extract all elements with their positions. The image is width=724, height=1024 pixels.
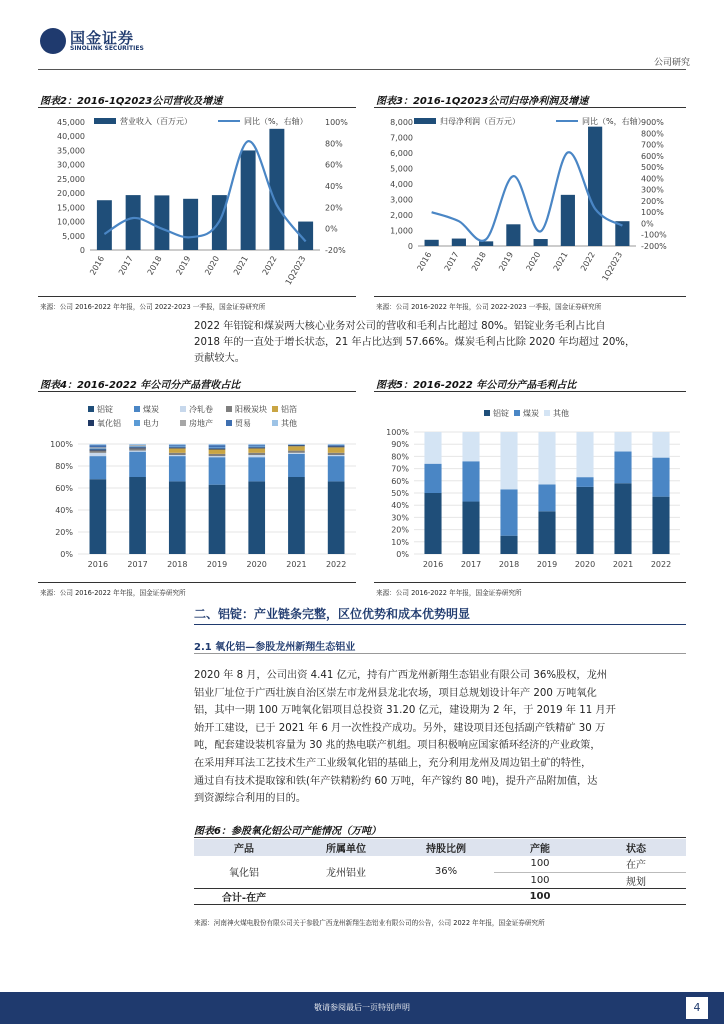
bar-segment-铝锭-2016 <box>424 493 441 554</box>
legend-swatch <box>88 420 94 426</box>
bar-2017 <box>126 195 141 250</box>
bar-segment-煤炭-2018 <box>500 489 517 535</box>
bar-segment-冷轧卷-2016 <box>90 453 107 456</box>
bar-segment-铝箔-2021 <box>288 446 305 450</box>
y-axis-tick-label: 0% <box>396 550 409 559</box>
x-axis-tick-label: 2020 <box>524 250 543 273</box>
x-axis-tick-label: 2019 <box>174 254 193 277</box>
bar-segment-贸易-2019 <box>209 445 226 447</box>
bar-segment-其他-2016 <box>90 444 107 445</box>
left-axis-tick-label: 4,000 <box>390 180 413 189</box>
table-row <box>194 856 686 872</box>
left-axis-tick-label: 40,000 <box>57 132 85 142</box>
page-number: 4 <box>686 997 708 1019</box>
x-axis-tick-label: 2020 <box>203 254 222 277</box>
bar-segment-阳极炭块-2016 <box>90 451 107 453</box>
fig2-title-rule <box>38 107 356 108</box>
legend-label: 其他 <box>553 409 569 418</box>
bar-segment-电力-2018 <box>169 446 186 447</box>
x-axis-tick-label: 2018 <box>145 254 164 277</box>
paragraph-1-line: 2022 年铝锭和煤炭两大核心业务对公司的营收和毛利占比超过 80%。铝锭业务毛利占比自 <box>194 321 606 332</box>
left-axis-tick-label: 0 <box>79 246 85 255</box>
legend-label: 冷轧卷 <box>189 405 213 414</box>
bar-segment-煤炭-2018 <box>169 456 186 481</box>
bar-segment-房地产-2017 <box>129 445 146 446</box>
bar-segment-贸易-2018 <box>169 445 186 446</box>
fig3-source: 来源：公司 2016-2022 年年报，公司 2022-2023 一季报，国金证券研究所 <box>376 303 602 311</box>
right-axis-tick-label: -100% <box>641 230 667 240</box>
bar-2017 <box>452 239 466 246</box>
paragraph-2-line: 到资源综合利用的目的。 <box>194 793 307 805</box>
legend-label: 房地产 <box>189 419 213 428</box>
right-axis-tick-label: 60% <box>325 160 343 170</box>
bar-segment-煤炭-2019 <box>538 484 555 511</box>
bar-segment-铝锭-2022 <box>652 497 669 554</box>
legend-label: 其他 <box>281 419 297 428</box>
paragraph-1-line: 2018 年的一直处于增长状态，21 年占比达到 57.66%。煤炭毛利占比除 2020 年均超过 20%， <box>194 337 636 348</box>
fig6-source: 来源：河南神火煤电股份有限公司关于参股广西龙州新翔生态铝业有限公司的公告，公司 2022 年年报，国金证券研究所 <box>194 919 545 927</box>
bar-segment-氧化铝-2017 <box>129 447 146 448</box>
fig4-title-rule <box>38 391 356 392</box>
legend-label: 阳极炭块 <box>235 405 267 414</box>
col-header-unit: 所属单位 <box>294 839 398 856</box>
right-axis-tick-label: 400% <box>641 174 664 184</box>
right-axis-tick-label: -200% <box>641 242 667 251</box>
left-axis-tick-label: 2,000 <box>390 211 413 220</box>
bar-segment-氧化铝-2020 <box>248 447 265 448</box>
capacity-table <box>194 839 686 905</box>
left-axis-tick-label: 6,000 <box>390 149 413 158</box>
paragraph-2-line: 2020 年 8 月，公司出资 4.41 亿元，持有广西龙州新翔生态铝业有限公司 36%股权，龙州 <box>194 670 607 681</box>
legend-label: 氧化铝 <box>97 419 121 428</box>
x-axis-tick-label: 2022 <box>260 254 279 277</box>
x-axis-tick-label: 2019 <box>206 560 228 569</box>
left-axis-tick-label: 35,000 <box>57 146 85 156</box>
bar-segment-煤炭-2020 <box>576 477 593 487</box>
bar-segment-其他-2022 <box>652 432 669 458</box>
legend-label: 煤炭 <box>143 405 159 414</box>
fig2-bottom-rule <box>38 296 356 297</box>
right-axis-tick-label: 0% <box>325 224 338 234</box>
col-header-share: 持股比例 <box>398 839 494 856</box>
section-2-rule <box>194 624 686 625</box>
fig2-title: 图表2：2016-1Q2023公司营收及增速 <box>40 96 223 107</box>
bar-segment-铝锭-2020 <box>576 487 593 554</box>
bar-segment-贸易-2022 <box>328 445 345 446</box>
logo-en: SINOLINK SECURITIES <box>70 45 144 52</box>
section-2-1-title: 2.1 氧化铝—参股龙州新翔生态铝业 <box>194 642 356 653</box>
x-axis-tick-label: 2016 <box>88 254 107 277</box>
x-axis-tick-label: 2022 <box>325 560 347 569</box>
fig6-title: 图表6：参股氧化铝公司产能情况（万吨） <box>194 826 381 837</box>
y-axis-tick-label: 100% <box>50 440 73 449</box>
y-axis-tick-label: 20% <box>55 528 73 537</box>
legend-swatch <box>226 406 232 412</box>
header-divider <box>38 69 686 70</box>
legend-label: 铝锭 <box>493 409 509 418</box>
x-axis-tick-label: 2021 <box>286 560 307 569</box>
cell-capacity: 100 <box>494 856 586 872</box>
bar-2016 <box>425 240 439 246</box>
cell-unit: 龙州铝业 <box>294 856 398 888</box>
bar-segment-冷轧卷-2019 <box>209 456 226 457</box>
bar-segment-电力-2016 <box>90 448 107 449</box>
legend-label: 煤炭 <box>523 409 539 418</box>
bar-segment-铝锭-2021 <box>288 477 305 554</box>
y-axis-tick-label: 0% <box>60 550 73 559</box>
bar-segment-煤炭-2016 <box>90 456 107 479</box>
left-axis-tick-label: 25,000 <box>57 174 85 184</box>
paragraph-1 <box>194 319 688 367</box>
bar-segment-铝箔-2022 <box>328 447 345 453</box>
bar-segment-阳极炭块-2019 <box>209 454 226 456</box>
bar-segment-氧化铝-2016 <box>90 450 107 451</box>
right-axis-tick-label: 600% <box>641 151 664 161</box>
bar-segment-煤炭-2017 <box>129 452 146 477</box>
fig4-chart <box>38 394 358 580</box>
fig5-title-rule <box>374 391 686 392</box>
paragraph-2-line: 通过自有技术提取镓和铁(年产铁精粉约 60 万吨，年产镓约 80 吨)，提升产品附加值，达 <box>194 775 598 787</box>
bar-2019 <box>183 199 198 250</box>
bar-segment-贸易-2016 <box>90 445 107 447</box>
bar-segment-阳极炭块-2021 <box>288 451 305 453</box>
bar-segment-电力-2019 <box>209 447 226 448</box>
bar-segment-氧化铝-2022 <box>328 446 345 447</box>
y-axis-tick-label: 80% <box>55 462 73 471</box>
bar-2022 <box>588 127 602 246</box>
bar-segment-铝锭-2022 <box>328 481 345 554</box>
bar-2018 <box>154 195 169 250</box>
bar-segment-铝锭-2018 <box>500 536 517 554</box>
y-axis-tick-label: 40% <box>55 506 73 515</box>
bar-2020 <box>534 239 548 246</box>
paragraph-2-line: 始开工建设，已于 2021 年 6 月一次性投产成功。另外，建设项目还包括副产铁精矿 30 万 <box>194 722 606 734</box>
right-axis-tick-label: 200% <box>641 196 664 206</box>
bar-segment-铝锭-2019 <box>209 485 226 554</box>
x-axis-tick-label: 2021 <box>231 254 250 277</box>
left-axis-tick-label: 1,000 <box>390 226 413 236</box>
col-header-product: 产品 <box>194 839 294 856</box>
legend-label: 电力 <box>143 419 159 428</box>
bar-segment-煤炭-2020 <box>248 457 265 481</box>
x-axis-tick-label: 2020 <box>246 560 267 569</box>
bar-segment-铝箔-2018 <box>169 448 186 452</box>
cell-share: 36% <box>398 856 494 888</box>
left-axis-tick-label: 20,000 <box>57 189 85 199</box>
legend-swatch <box>544 410 550 416</box>
left-axis-tick-label: 10,000 <box>57 217 85 227</box>
sinolink-logo-icon <box>40 28 66 54</box>
right-axis-tick-label: 20% <box>325 203 343 213</box>
bar-segment-煤炭-2016 <box>424 464 441 493</box>
legend-swatch <box>134 420 140 426</box>
x-axis-tick-label: 2018 <box>167 560 188 569</box>
right-axis-tick-label: 700% <box>641 140 664 150</box>
legend-bar-label: 营业收入（百万元） <box>120 117 192 126</box>
left-axis-tick-label: 5,000 <box>62 231 85 241</box>
left-axis-tick-label: 5,000 <box>390 164 413 174</box>
right-axis-tick-label: 900% <box>641 118 664 127</box>
legend-swatch <box>88 406 94 412</box>
bar-segment-其他-2020 <box>576 432 593 477</box>
bar-segment-氧化铝-2019 <box>209 448 226 449</box>
bar-segment-冷轧卷-2017 <box>129 451 146 452</box>
y-axis-tick-label: 30% <box>391 513 409 523</box>
left-axis-tick-label: 7,000 <box>390 133 413 143</box>
x-axis-tick-label: 1Q2023 <box>283 254 308 287</box>
bar-segment-煤炭-2022 <box>328 456 345 481</box>
fig3-bottom-rule <box>374 296 686 297</box>
right-axis-tick-label: 0% <box>641 219 654 229</box>
bar-segment-氧化铝-2021 <box>288 445 305 446</box>
bar-segment-煤炭-2022 <box>652 458 669 497</box>
bar-segment-其他-2020 <box>248 444 265 445</box>
fig3-title-rule <box>374 107 686 108</box>
y-axis-tick-label: 60% <box>55 484 73 493</box>
legend-label: 贸易 <box>235 419 251 428</box>
bar-segment-铝锭-2021 <box>614 483 631 554</box>
legend-label: 铝锭 <box>97 405 113 414</box>
cell-capacity: 100 <box>494 872 586 888</box>
x-axis-tick-label: 2017 <box>460 560 482 569</box>
paragraph-1-line: 贡献较大。 <box>194 353 245 364</box>
bar-2021 <box>561 195 575 246</box>
x-axis-tick-label: 2017 <box>442 250 461 273</box>
legend-swatch <box>134 406 140 412</box>
legend-bar-swatch <box>414 118 436 124</box>
left-axis-tick-label: 15,000 <box>57 203 85 213</box>
x-axis-tick-label: 2019 <box>536 560 558 569</box>
x-axis-tick-label: 2021 <box>612 560 634 569</box>
fig3-title: 图表3：2016-1Q2023公司归母净利润及增速 <box>376 96 589 107</box>
bar-segment-其他-2019 <box>209 444 226 445</box>
x-axis-tick-label: 1Q2023 <box>600 250 625 283</box>
legend-swatch <box>180 420 186 426</box>
paragraph-2-line: 铝，其中一期 100 万吨氧化铝项目总投资 31.20 亿元，建设期为 2 年，于 2019 年 11 月开 <box>194 705 616 717</box>
bar-2016 <box>97 200 112 250</box>
legend-bar-label: 归母净利润（百万元） <box>440 117 520 126</box>
bar-segment-其他-2019 <box>538 432 555 484</box>
paragraph-2-line: 在采用拜耳法工艺技术生产工业级氧化铝的基础上，充分利用龙州及周边铝土矿的特性， <box>194 757 592 769</box>
y-axis-tick-label: 100% <box>386 428 409 437</box>
bar-2021 <box>241 150 256 250</box>
y-axis-tick-label: 10% <box>391 537 409 547</box>
bar-segment-冷轧卷-2020 <box>248 455 265 457</box>
y-axis-tick-label: 70% <box>391 464 409 474</box>
cell-status: 规划 <box>586 872 686 888</box>
legend-swatch <box>226 420 232 426</box>
paragraph-2-line: 铝业厂址位于广西壮族自治区崇左市龙州县龙北农场，项目总规划设计年产 200 万吨氧化 <box>194 687 597 699</box>
legend-swatch <box>484 410 490 416</box>
x-axis-tick-label: 2016 <box>87 560 109 569</box>
left-axis-tick-label: 3,000 <box>390 195 413 205</box>
right-axis-tick-label: 100% <box>325 118 348 127</box>
fig2-source: 来源：公司 2016-2022 年年报，公司 2022-2023 一季报，国金证券研究所 <box>40 303 266 311</box>
bar-segment-阳极炭块-2020 <box>248 453 265 455</box>
x-axis-tick-label: 2020 <box>574 560 596 569</box>
y-axis-tick-label: 40% <box>391 501 409 511</box>
x-axis-tick-label: 2016 <box>422 560 444 569</box>
left-axis-tick-label: 8,000 <box>390 118 413 127</box>
legend-swatch <box>272 406 278 412</box>
right-axis-tick-label: -20% <box>325 246 346 255</box>
bar-segment-氧化铝-2018 <box>169 447 186 448</box>
logo-cn: 国金证券 <box>70 29 135 47</box>
bar-2018 <box>479 241 493 246</box>
section-2-title: 二、铝锭：产业链条完整，区位优势和成本优势明显 <box>194 607 471 621</box>
x-axis-tick-label: 2017 <box>116 254 135 277</box>
footer-disclaimer: 敬请参阅最后一页特别声明 <box>314 1003 410 1012</box>
fig5-source: 来源：公司 2016-2022 年年报，国金证券研究所 <box>376 589 522 597</box>
bar-segment-其他-2018 <box>169 444 186 445</box>
bar-segment-电力-2017 <box>129 446 146 447</box>
report-type: 公司研究 <box>653 58 690 68</box>
x-axis-tick-label: 2019 <box>497 250 516 273</box>
bar-segment-房地产-2016 <box>90 447 107 448</box>
bar-segment-阳极炭块-2018 <box>169 453 186 455</box>
paragraph-2-line: 吨，配套建设装机容量为 30 兆的热电联产机组。项目积极响应国家循环经济的产业政策， <box>194 740 601 752</box>
fig3-chart <box>374 110 688 295</box>
x-axis-tick-label: 2018 <box>498 560 520 569</box>
bar-segment-其他-2021 <box>288 444 305 445</box>
y-axis-tick-label: 20% <box>391 525 409 535</box>
right-axis-tick-label: 100% <box>641 208 664 218</box>
bar-segment-煤炭-2021 <box>288 454 305 477</box>
x-axis-tick-label: 2021 <box>551 250 570 273</box>
bar-segment-其他-2018 <box>500 432 517 489</box>
fig5-title: 图表5：2016-2022 年公司分产品毛利占比 <box>376 380 577 391</box>
y-axis-tick-label: 90% <box>391 440 409 450</box>
bar-segment-阳极炭块-2022 <box>328 453 345 455</box>
bar-segment-铝锭-2018 <box>169 481 186 554</box>
table-header-row <box>194 839 686 856</box>
bar-segment-煤炭-2019 <box>209 457 226 485</box>
fig5-chart <box>374 394 688 580</box>
cell-total-value: 100 <box>494 888 586 904</box>
bar-segment-其他-2017 <box>462 432 479 461</box>
right-axis-tick-label: 80% <box>325 139 343 149</box>
right-axis-tick-label: 800% <box>641 129 664 139</box>
bar-segment-铝锭-2017 <box>462 502 479 554</box>
right-axis-tick-label: 300% <box>641 185 664 195</box>
legend-swatch <box>180 406 186 412</box>
cell-product: 氧化铝 <box>194 856 294 888</box>
bar-segment-铝箔-2020 <box>248 448 265 452</box>
legend-line-label: 同比（%，右轴） <box>244 117 308 126</box>
bar-segment-其他-2017 <box>129 444 146 445</box>
x-axis-tick-label: 2017 <box>127 560 148 569</box>
x-axis-tick-label: 2022 <box>578 250 597 273</box>
legend-bar-swatch <box>94 118 116 124</box>
paragraph-2 <box>194 667 688 808</box>
bar-2019 <box>506 224 520 246</box>
bar-segment-铝锭-2019 <box>538 511 555 554</box>
left-axis-tick-label: 0 <box>407 242 413 251</box>
bar-2022 <box>269 129 284 250</box>
y-axis-tick-label: 80% <box>391 452 409 462</box>
bar-segment-阳极炭块-2017 <box>129 448 146 450</box>
fig2-chart <box>38 110 360 295</box>
bar-segment-其他-2016 <box>424 432 441 464</box>
bar-segment-铝锭-2020 <box>248 481 265 554</box>
bar-segment-电力-2020 <box>248 446 265 447</box>
bar-segment-冷轧卷-2021 <box>288 453 305 454</box>
bar-segment-其他-2022 <box>328 444 345 445</box>
bar-segment-煤炭-2021 <box>614 452 631 484</box>
fig6-title-rule <box>194 837 686 838</box>
x-axis-tick-label: 2022 <box>650 560 672 569</box>
legend-label: 铝箔 <box>281 405 297 414</box>
x-axis-tick-label: 2016 <box>415 250 434 273</box>
y-axis-tick-label: 60% <box>391 476 409 486</box>
y-axis-tick-label: 50% <box>391 489 409 498</box>
legend-swatch <box>514 410 520 416</box>
bar-segment-贸易-2020 <box>248 445 265 446</box>
legend-swatch <box>272 420 278 426</box>
bar-segment-煤炭-2017 <box>462 461 479 501</box>
left-axis-tick-label: 45,000 <box>57 118 85 127</box>
bar-segment-铝箔-2019 <box>209 450 226 454</box>
fig5-bottom-rule <box>374 582 686 583</box>
legend-line-label: 同比（%，右轴） <box>582 117 646 126</box>
fig4-title: 图表4：2016-2022 年公司分产品营收占比 <box>40 380 241 391</box>
section-2-1-rule <box>194 653 686 654</box>
table-total-row <box>194 888 686 904</box>
bar-segment-冷轧卷-2018 <box>169 455 186 456</box>
fig4-bottom-rule <box>38 582 356 583</box>
fig4-source: 来源：公司 2016-2022 年年报，国金证券研究所 <box>40 589 186 597</box>
right-axis-tick-label: 500% <box>641 163 664 173</box>
bar-segment-铝锭-2016 <box>90 479 107 554</box>
bar-segment-铝锭-2017 <box>129 477 146 554</box>
cell-total-label: 合计-在产 <box>194 888 294 904</box>
bar-segment-其他-2021 <box>614 432 631 452</box>
right-axis-tick-label: 40% <box>325 182 343 191</box>
bar-segment-冷轧卷-2022 <box>328 455 345 456</box>
cell-status: 在产 <box>586 856 686 872</box>
x-axis-tick-label: 2018 <box>469 250 488 273</box>
left-axis-tick-label: 30,000 <box>57 160 85 170</box>
col-header-capacity: 产能 <box>494 839 586 856</box>
col-header-status: 状态 <box>586 839 686 856</box>
